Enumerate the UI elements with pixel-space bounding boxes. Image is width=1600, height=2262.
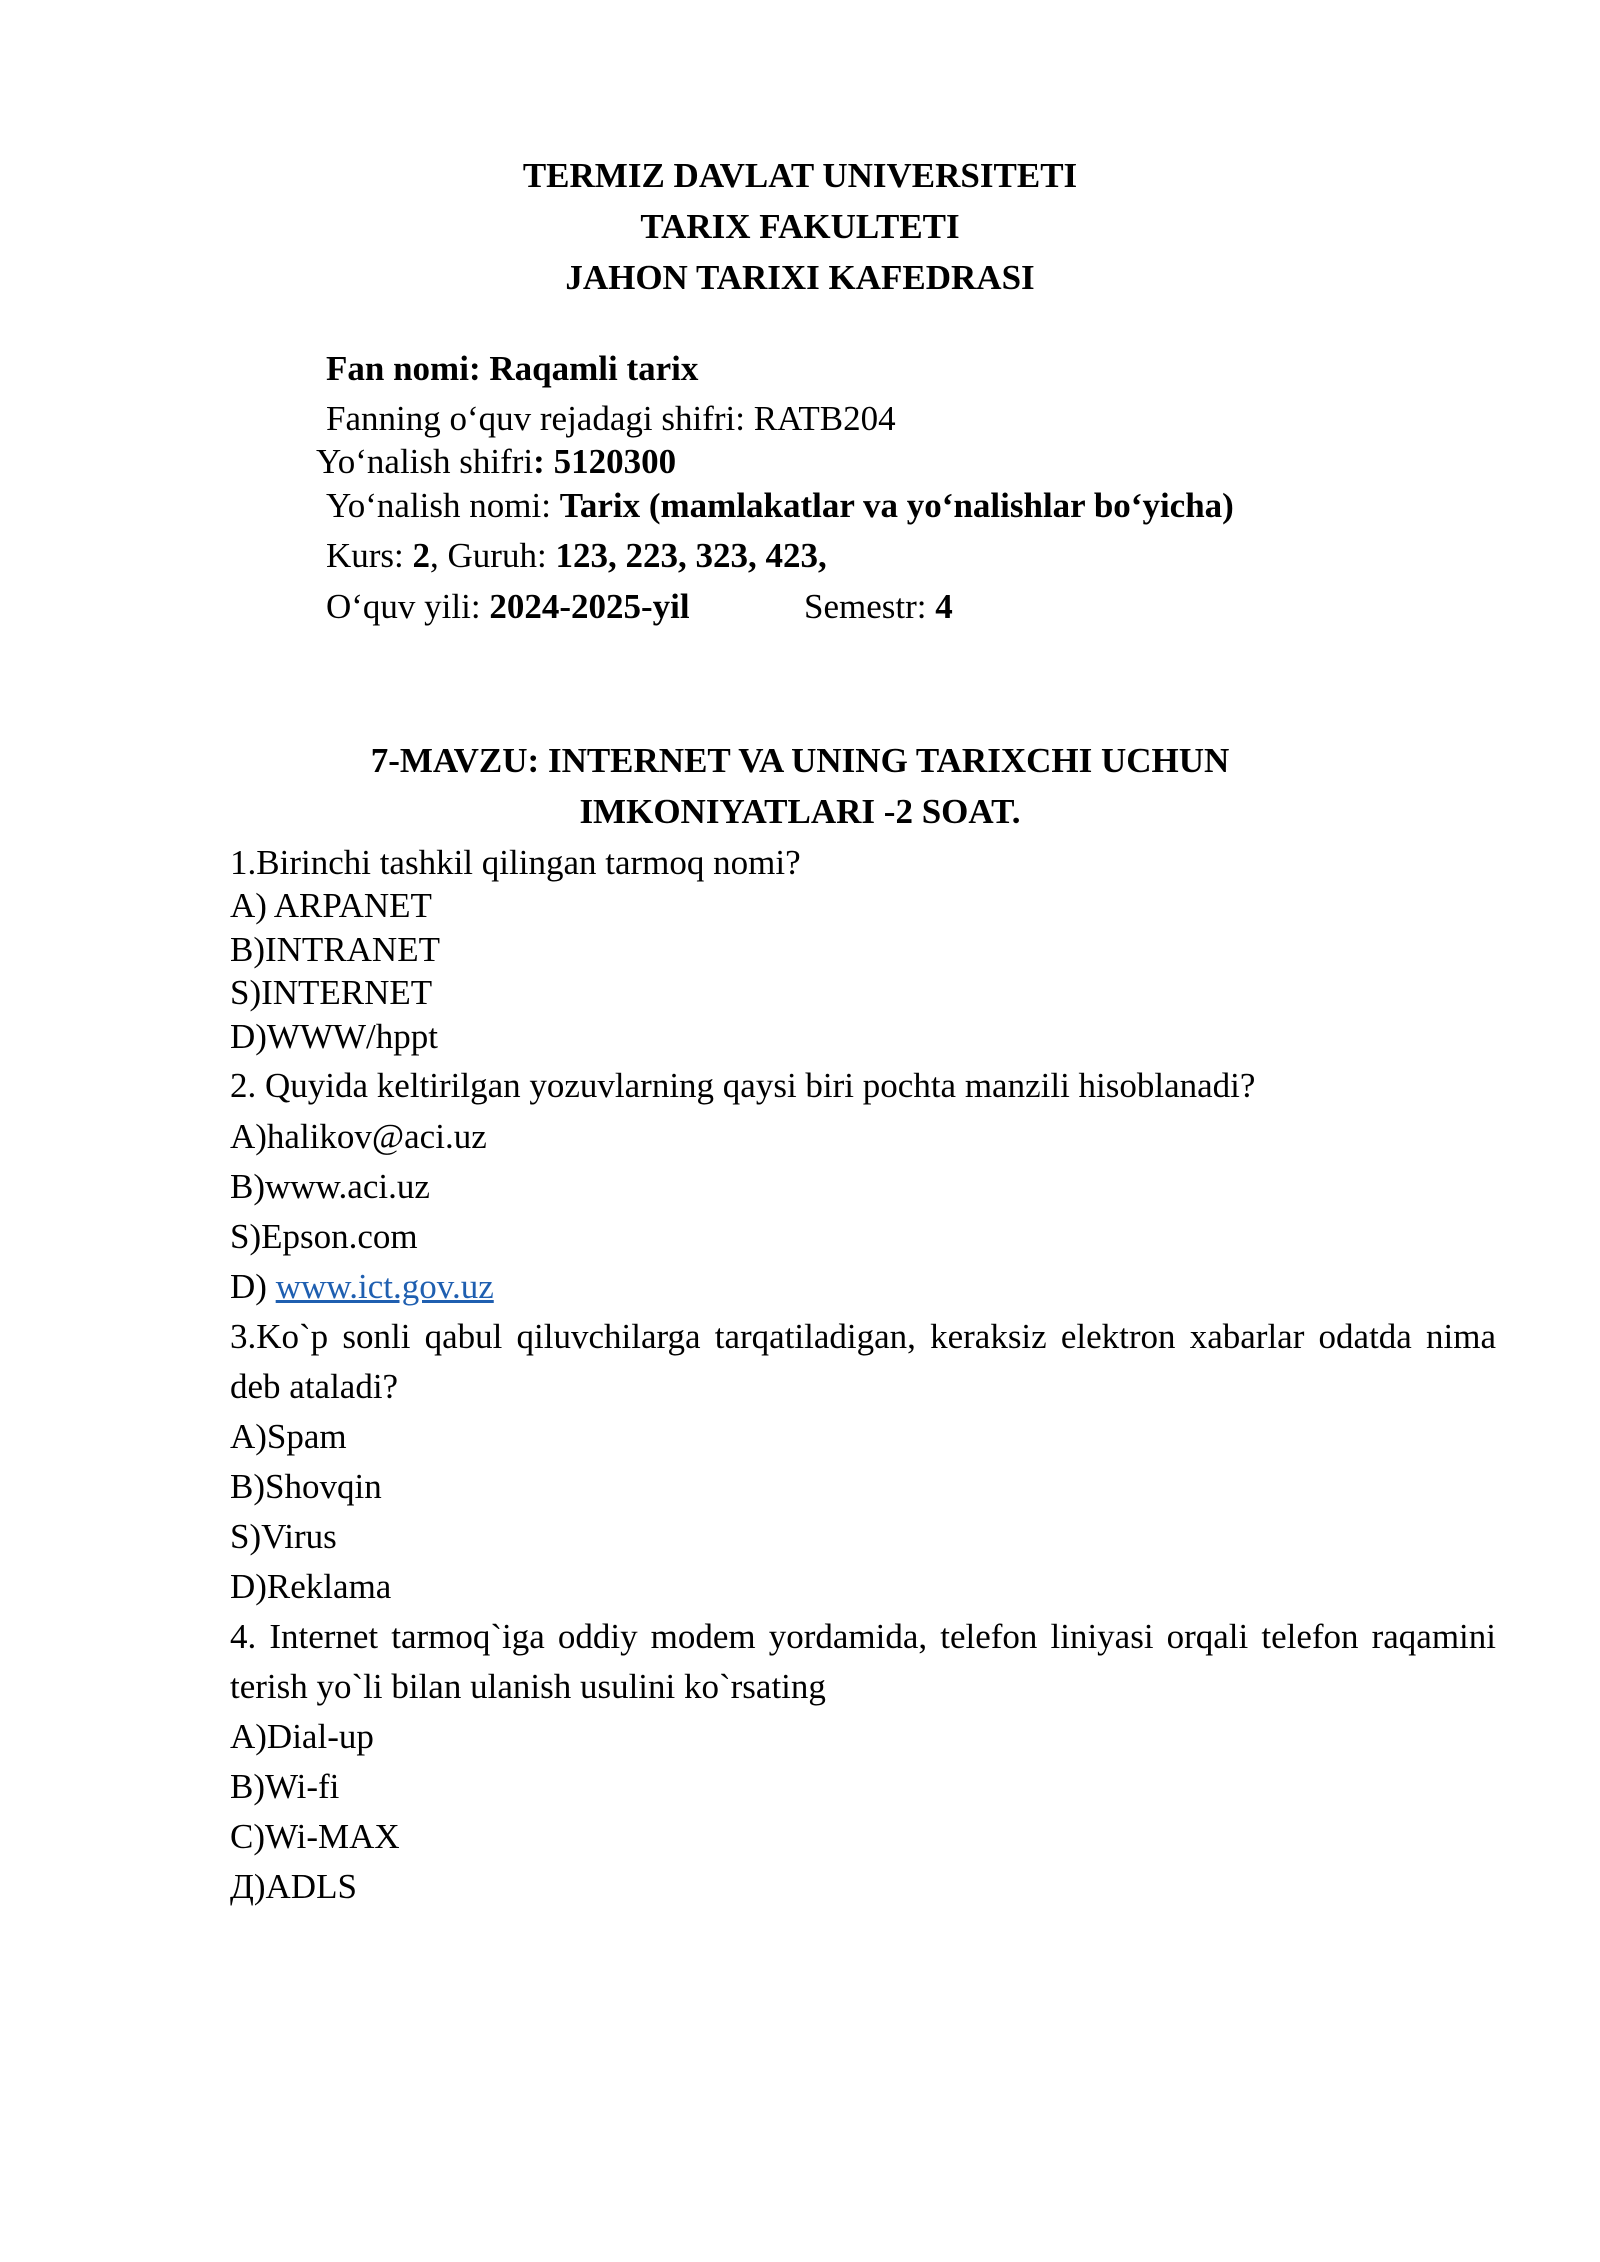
direction-name-value: Tarix (mamlakatlar va yo‘nalishlar bo‘yicha): [559, 486, 1234, 525]
answer-option: Д)ADLS: [230, 1867, 357, 1906]
direction-name: [326, 486, 1234, 526]
topic-title: [0, 735, 1600, 837]
group-value: 123, 223, 323, 423,: [555, 536, 827, 575]
subject-name: Fan nomi: Raqamli tarix: [326, 349, 699, 388]
group-label: , Guruh:: [430, 536, 556, 575]
question-text: 3.Ko`p sonli qabul qiluvchilarga tarqatiladigan, keraksiz elektron xabarlar odatda nima deb ataladi?: [230, 1317, 1496, 1406]
course-group: [326, 536, 827, 576]
faculty-name: TARIX FAKULTETI: [640, 207, 960, 246]
answer-option: C)Wi-MAX: [230, 1817, 400, 1856]
answer-option: B)INTRANET: [230, 930, 440, 969]
question-text: 4. Internet tarmoq`iga oddiy modem yordamida, telefon liniyasi orqali telefon raqamini terish yo`li bilan ulanish usulini ko`rsating: [230, 1617, 1496, 1706]
answer-option: A)Spam: [230, 1417, 347, 1456]
answer-option: S)Epson.com: [230, 1217, 418, 1256]
document-header: [0, 150, 1600, 303]
answer-option: A) ARPANET: [230, 886, 432, 925]
direction-code-value: : 5120300: [533, 442, 677, 481]
answer-option: A)Dial-up: [230, 1717, 374, 1756]
answer-option: B)Shovqin: [230, 1467, 382, 1506]
answer-option: [230, 1267, 494, 1307]
topic-line-1: 7-MAVZU: INTERNET VA UNING TARIXCHI UCHUN: [370, 741, 1230, 780]
course-value: 2: [412, 536, 431, 575]
year-label: O‘quv yili:: [326, 587, 490, 626]
direction-code-label: Yo‘nalish shifri: [316, 442, 534, 481]
answer-option: S)Virus: [230, 1517, 337, 1556]
semester: [804, 587, 953, 627]
course-label: Kurs:: [326, 536, 413, 575]
option-link[interactable]: www.ict.gov.uz: [275, 1267, 494, 1306]
answer-option: B)Wi-fi: [230, 1767, 340, 1806]
semester-value: 4: [935, 587, 953, 626]
direction-code: [316, 442, 676, 482]
answer-option: D)Reklama: [230, 1567, 392, 1606]
semester-label: Semestr:: [804, 587, 936, 626]
topic-line-2: IMKONIYATLARI -2 SOAT.: [579, 792, 1021, 831]
university-name: TERMIZ DAVLAT UNIVERSITETI: [522, 156, 1078, 195]
option-label: D): [230, 1267, 276, 1306]
question-text: 1.Birinchi tashkil qilingan tarmoq nomi?: [230, 843, 801, 882]
answer-option: S)INTERNET: [230, 973, 433, 1012]
answer-option: D)WWW/hppt: [230, 1017, 438, 1056]
academic-year: [326, 587, 690, 627]
direction-name-label: Yo‘nalish nomi:: [326, 486, 560, 525]
answer-option: B)www.aci.uz: [230, 1167, 430, 1206]
year-value: 2024-2025-yil: [489, 587, 690, 626]
department-name: JAHON TARIXI KAFEDRASI: [565, 258, 1035, 297]
question-text: 2. Quyida keltirilgan yozuvlarning qaysi biri pochta manzili hisoblanadi?: [230, 1066, 1256, 1105]
subject-code: Fanning o‘quv rejadagi shifri: RATB204: [326, 399, 896, 438]
answer-option: A)halikov@aci.uz: [230, 1117, 487, 1156]
